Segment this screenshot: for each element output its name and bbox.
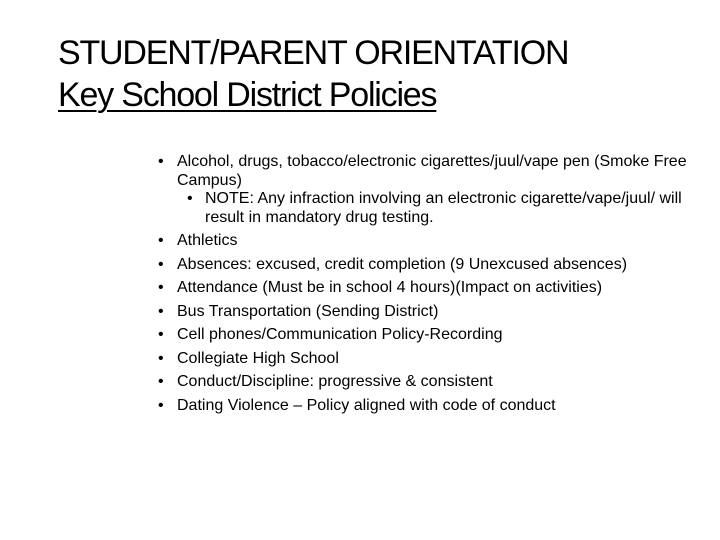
title-line-1: STUDENT/PARENT ORIENTATION [58, 34, 569, 72]
bullet-icon: • [187, 190, 193, 207]
bullet-icon: • [158, 396, 164, 414]
bullet-icon: • [158, 279, 164, 296]
bullet-icon: • [158, 255, 164, 273]
list-item-text: Alcohol, drugs, tobacco/electronic cigarettes/juul/vape pen (Smoke Free Campus) [177, 153, 687, 189]
list-item-text: Absences: excused, credit completion (9 Unexcused absences) [177, 255, 628, 273]
list-item-text: Conduct/Discipline: progressive & consistent [177, 373, 493, 390]
slide-title [58, 32, 698, 116]
list-item [155, 303, 690, 322]
list-item-text: Cell phones/Communication Policy-Recording [177, 326, 503, 343]
bullet-icon: • [158, 153, 164, 170]
bullet-icon: • [158, 349, 164, 367]
list-item [155, 232, 690, 251]
bullet-list [155, 153, 690, 415]
title-line-2: Key School District Policies [58, 76, 437, 114]
list-item-text: Collegiate High School [177, 349, 339, 367]
bullet-icon: • [158, 232, 164, 249]
list-item [155, 350, 690, 369]
list-item-text: NOTE: Any infraction involving an electronic cigarette/vape/juul/ will result in mandatory drug testing. [205, 190, 682, 226]
list-item [155, 397, 690, 416]
list-item-text: Bus Transportation (Sending District) [177, 302, 439, 320]
list-item [155, 153, 690, 190]
list-item-text: Dating Violence – Policy aligned with code of conduct [177, 396, 556, 414]
list-item [155, 373, 690, 392]
bullet-icon: • [158, 326, 164, 343]
bullet-content [155, 153, 690, 420]
bullet-icon: • [158, 302, 164, 320]
list-item-text: Attendance (Must be in school 4 hours)(Impact on activities) [177, 279, 603, 296]
list-item-sub [185, 190, 690, 227]
list-item-text: Athletics [177, 232, 238, 249]
list-item [155, 279, 690, 298]
bullet-icon: • [158, 373, 164, 390]
list-item [155, 256, 690, 275]
list-item [155, 326, 690, 345]
